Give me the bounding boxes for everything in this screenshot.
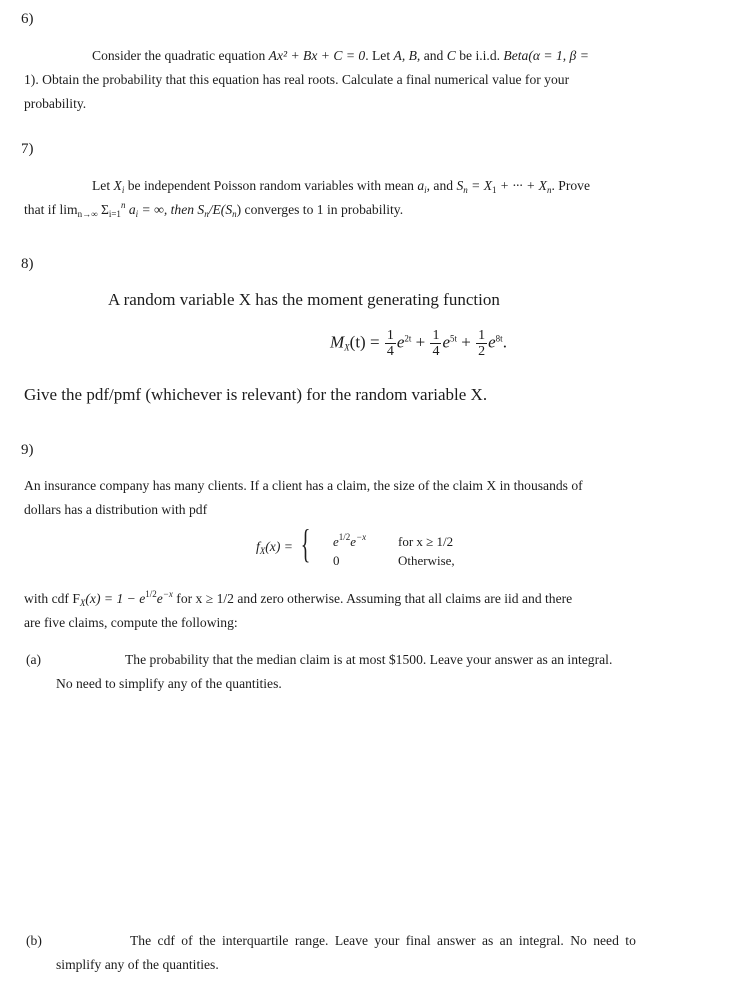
problem-7-text: Let $X_i$ be independent Poisson random variables with mean $a_i$, and $S_n = X_1$ + ··· + $X_n$. Prove that if $\lim_{n\to\infty} \Sigma_{i=1}^n$ $a_i$ = ∞, then $S_n/E(S_n)$ converges to 1 in probability. xyxy=(24,178,590,219)
cdf-text: with cdf $F_X(x) = 1 - e^{1/2}e^{-x}$ for x ≥ 1/2 and zero otherwise. Assuming that all claims are iid and there are five claims, compute the following: xyxy=(24,589,573,630)
pdf-case-1: $e^{1/2}e^{-x}$ xyxy=(333,532,367,549)
problem-6-number: 6) xyxy=(21,11,34,27)
problem-9-text: An insurance company has many clients. If a client has a claim, the size of the claim X in thousands of dollars has a distribution with pdf xyxy=(24,478,583,517)
quadratic-equation: Ax² + Bx + C = 0 xyxy=(268,48,366,63)
problem-8-number: 8) xyxy=(21,256,34,272)
problem-9-number: 9) xyxy=(21,442,34,458)
part-b-label: (b) xyxy=(26,933,42,948)
problem-7-number: 7) xyxy=(21,141,34,157)
part-a-label: (a) xyxy=(26,652,42,667)
pdf-case-2-condition: Otherwise, xyxy=(398,553,455,568)
mgf-term-2-coef: $\frac{1}{4}$ xyxy=(432,328,440,359)
problem-6-line-2: 1). Obtain the probability that this equation has real roots. Calculate a final numerical value for your xyxy=(24,72,570,87)
beta-distribution: Beta(α = 1, β = xyxy=(503,48,589,63)
part-a-line-1: The probability that the median claim is at most $1500. Leave your answer as an integral. xyxy=(125,652,613,667)
part-a-line-2: No need to simplify any of the quantities. xyxy=(56,676,282,691)
problem-6-line-3: probability. xyxy=(24,96,87,111)
mgf-term-3-coef: $\frac{1}{2}$ xyxy=(478,328,486,359)
part-b-line-2: simplify any of the quantities. xyxy=(56,957,219,972)
mgf-equation: $M_X(t)$ = $\frac{1}{4}$ $e^{2t}$ + $\frac{1}{4}$ $e^{5t}$ + $\frac{1}{2}$ $e^{8t}$. xyxy=(330,328,507,359)
pdf-definition: $f_X(x)$ = { xyxy=(256,521,311,566)
problem-8-intro: A random variable X has the moment generating function xyxy=(108,290,500,309)
pdf-case-1-condition: for x ≥ 1/2 xyxy=(398,534,454,549)
part-b-line-1: The cdf of the interquartile range. Leave your final answer as an integral. No need to xyxy=(130,933,636,948)
problem-8-question: Give the pdf/pmf (whichever is relevant) for the random variable X. xyxy=(24,385,488,404)
pdf-brace: { xyxy=(301,521,311,566)
pdf-case-2: 0 xyxy=(333,553,340,568)
mgf-term-1-coef: $\frac{1}{4}$ xyxy=(386,328,394,359)
problem-6-text: Consider the quadratic equation Ax² + Bx + C = 0. Let A, B, and C be i.i.d. Beta(α = 1, β = 1). Obtain the probability that this equation has real roots. Calculate a final numerical value for your probability. xyxy=(24,44,724,116)
